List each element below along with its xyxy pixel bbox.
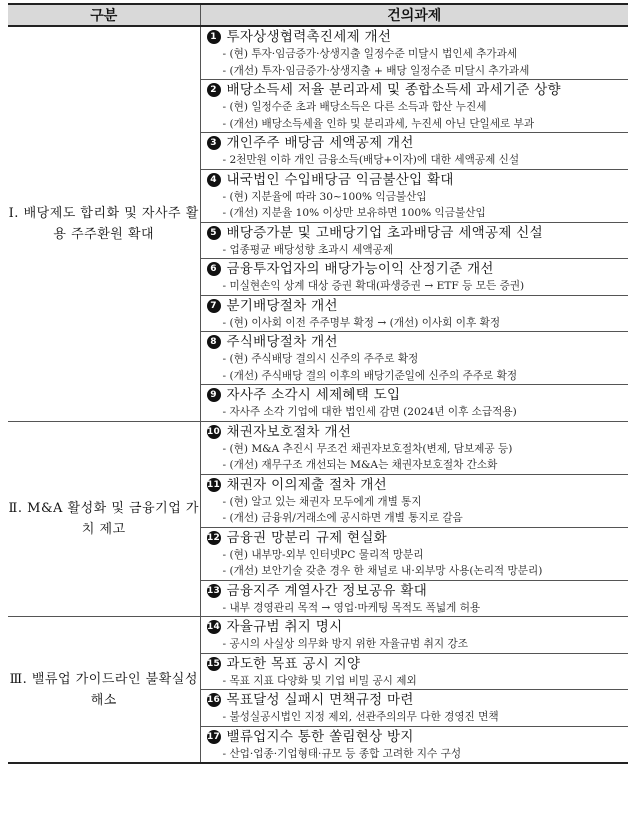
task-title-text: 투자상생협력촉진세제 개선	[226, 29, 392, 45]
task-detail: - 자사주 소각 기업에 대한 법인세 감면 (2024년 이후 소급적용)	[222, 406, 517, 418]
task-title-text: 목표달성 실패시 면책규정 마련	[226, 692, 414, 708]
task-cell	[200, 133, 628, 170]
task-title	[201, 617, 629, 636]
task-detail: - 내부 경영관리 목적 → 영업·마케팅 목적도 폭넓게 허용	[222, 601, 481, 614]
task-detail: - (개선) 배당소득세율 인하 및 분리과세, 누진세 아닌 단일세로 부과	[222, 117, 535, 130]
task-detail: - (개선) 주식배당 결의 이후의 배당기준일에 신주의 주주로 확정	[222, 369, 518, 382]
task-title	[201, 581, 629, 600]
task-title	[201, 133, 629, 152]
task-title-text: 자율규범 취지 명시	[226, 619, 343, 635]
task-title	[201, 170, 629, 189]
task-title-text: 과도한 목표 공시 지양	[226, 655, 361, 672]
task-title-text: 금융지주 계열사간 정보공유 확대	[226, 582, 428, 599]
task-detail: - 공시의 사실상 의무화 방지 위한 자율규범 취지 강조	[222, 638, 468, 650]
task-cell	[200, 580, 628, 617]
proposal-row	[8, 421, 628, 474]
proposal-row	[8, 617, 628, 654]
task-detail: - 미실현손익 상계 대상 증권 확대(파생증권 → ETF 등 모든 증권)	[222, 280, 525, 292]
task-title-text: 채권자보호절차 개선	[226, 423, 352, 440]
task-title-text: 주식배당절차 개선	[226, 334, 338, 350]
task-number-badge: 11	[206, 479, 221, 490]
task-number-badge: 15	[206, 658, 221, 669]
task-cell	[200, 385, 628, 422]
task-cell	[200, 726, 628, 763]
task-number-badge: 9	[207, 388, 221, 402]
proposal-table-document	[8, 3, 628, 764]
task-number-badge: 13	[206, 585, 221, 596]
task-cell	[200, 690, 628, 727]
task-cell	[200, 26, 628, 80]
task-title-text: 자사주 소각시 세제혜택 도입	[226, 387, 401, 403]
task-detail: - (개선) 지분율 10% 이상만 보유하면 100% 익금불산입	[222, 207, 486, 219]
task-cell	[200, 421, 628, 474]
category-cell: Ⅲ. 밸류업 가이드라인 불확실성 해소	[8, 617, 200, 764]
task-detail: - (현) 이사회 이전 주주명부 확정 → (개선) 이사회 이후 확정	[222, 316, 501, 329]
proposal-table	[8, 3, 628, 764]
task-cell	[200, 653, 628, 690]
task-title	[201, 422, 629, 441]
task-cell	[200, 617, 628, 654]
task-detail: - 불성실공시법인 지정 제외, 선관주의의무 다한 경영진 면책	[222, 711, 499, 723]
task-title	[201, 727, 629, 746]
task-title	[201, 475, 629, 494]
task-number-badge: 3	[207, 136, 221, 150]
task-cell	[200, 527, 628, 580]
category-cell: Ⅱ. M&A 활성화 및 금융기업 가치 제고	[8, 421, 200, 617]
task-number-badge: 6	[207, 262, 221, 276]
task-detail: - 업종평균 배당성향 초과시 세액공제	[222, 243, 394, 256]
task-title	[201, 690, 629, 709]
task-detail: - (현) 주식배당 결의시 신주의 주주로 확정	[222, 353, 419, 365]
task-number-badge: 14	[206, 622, 221, 632]
task-title-text: 금융권 망분리 규제 현실화	[226, 529, 388, 546]
header-row	[8, 4, 628, 26]
header-category: 구분	[8, 4, 200, 26]
task-number-badge: 5	[207, 226, 221, 240]
task-number-badge: 4	[207, 173, 221, 187]
task-cell	[200, 80, 628, 133]
task-title-text: 채권자 이의제출 절차 개선	[226, 476, 388, 493]
task-title-text: 내국법인 수입배당금 익금불산입 확대	[226, 171, 454, 188]
task-number-badge: 17	[206, 731, 221, 742]
header-tasks: 건의과제	[200, 4, 628, 26]
task-cell	[200, 332, 628, 385]
task-number-badge: 1	[207, 30, 221, 44]
task-title	[201, 80, 629, 99]
task-number-badge: 16	[206, 695, 221, 705]
task-detail: - (개선) 재무구조 개선되는 M&A는 채권자보호절차 간소화	[222, 459, 498, 471]
proposal-table-body	[8, 26, 628, 763]
task-cell	[200, 169, 628, 222]
task-detail: - (현) 내부망-외부 인터넷PC 물리적 망분리	[222, 548, 424, 561]
task-cell	[200, 295, 628, 332]
task-detail: - 2천만원 이하 개인 금융소득(배당+이자)에 대한 세액공제 신설	[222, 154, 520, 166]
task-number-badge: 8	[207, 335, 221, 349]
task-detail: - (현) 지분율에 따라 30~100% 익금불산입	[222, 190, 427, 203]
task-number-badge: 2	[207, 83, 221, 97]
task-cell	[200, 222, 628, 259]
task-title-text: 분기배당절차 개선	[226, 297, 338, 314]
task-detail: - (현) M&A 추진시 무조건 채권자보호절차(변제, 담보제공 등)	[222, 442, 513, 455]
task-number-badge: 12	[206, 532, 221, 543]
task-detail: - (현) 알고 있는 채권자 모두에게 개별 통지	[222, 495, 422, 508]
task-title-text: 개인주주 배당금 세액공제 개선	[226, 135, 414, 151]
task-title-text: 배당증가분 및 고배당기업 초과배당금 세액공제 신설	[226, 224, 543, 241]
task-title	[201, 259, 629, 278]
task-detail: - (개선) 보안기술 갖춘 경우 한 채널로 내·외부망 사용(논리적 망분리)	[222, 565, 543, 577]
task-detail: - (현) 투자·임금증가·상생지출 일정수준 미달시 법인세 추가과세	[222, 48, 518, 60]
task-cell	[200, 474, 628, 527]
task-title-text: 금융투자업자의 배당가능이익 산정기준 개선	[226, 261, 494, 277]
task-title	[201, 654, 629, 673]
task-detail: - 산업·업종·기업형태·규모 등 종합 고려한 지수 구성	[222, 747, 462, 760]
task-title	[201, 528, 629, 547]
task-detail: - (개선) 금융위/거래소에 공시하면 개별 통지로 갈음	[222, 512, 463, 524]
task-title	[201, 27, 629, 46]
task-number-badge: 7	[207, 299, 221, 313]
task-title	[201, 332, 629, 351]
task-title-text: 밸류업지수 통한 쏠림현상 방지	[226, 728, 414, 745]
task-cell	[200, 259, 628, 296]
category-cell: Ⅰ. 배당제도 합리화 및 자사주 활용 주주환원 확대	[8, 26, 200, 421]
task-title	[201, 296, 629, 315]
task-title	[201, 223, 629, 242]
task-detail: - (현) 일정수준 초과 배당소득은 다른 소득과 합산 누진세	[222, 101, 487, 113]
task-detail: - 목표 지표 다양화 및 기업 비밀 공시 제외	[222, 674, 417, 687]
task-detail: - (개선) 투자·임금증가·상생지출 + 배당 일정수준 미달시 추가과세	[222, 64, 530, 77]
proposal-row	[8, 26, 628, 80]
task-title-text: 배당소득세 저율 분리과세 및 종합소득세 과세기준 상향	[226, 82, 561, 98]
task-title	[201, 385, 629, 404]
task-number-badge: 10	[206, 426, 221, 437]
